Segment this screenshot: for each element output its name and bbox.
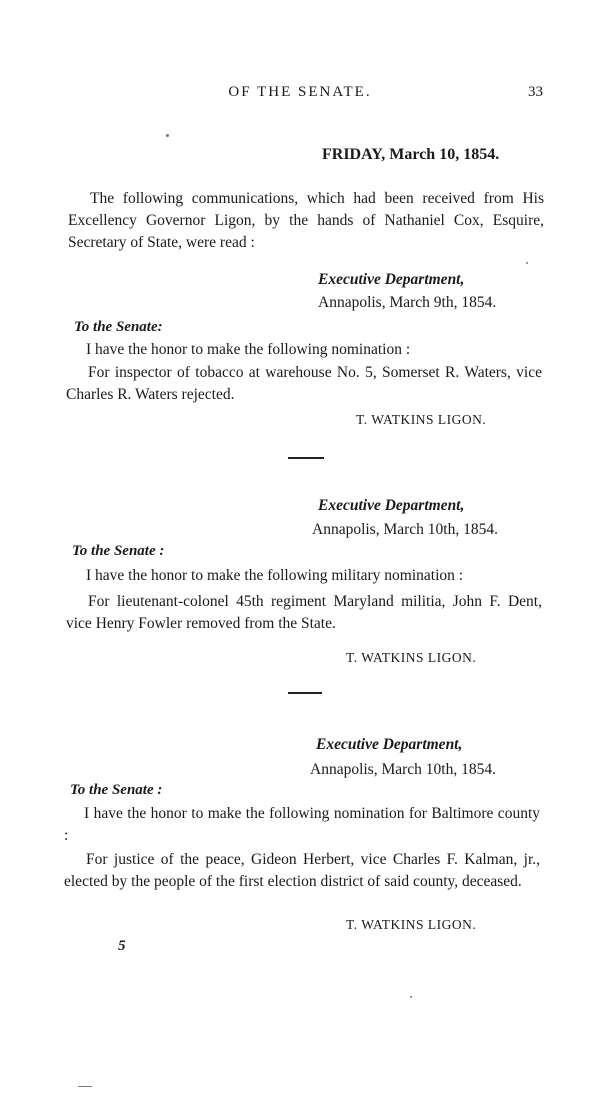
letter-3-place-date: Annapolis, March 10th, 1854. xyxy=(310,761,496,778)
letter-1-salutation: To the Senate: xyxy=(74,319,163,335)
scan-speck xyxy=(410,996,412,998)
running-header: OF THE SENATE. xyxy=(228,84,372,100)
letter-1-body-1: I have the honor to make the following nomination : xyxy=(86,341,411,358)
letter-3-department: Executive Department, xyxy=(316,736,463,753)
date-line: FRIDAY, March 10, 1854. xyxy=(322,146,500,163)
scan-speck xyxy=(78,1086,92,1087)
letter-2-signature: T. WATKINS LIGON. xyxy=(346,650,477,665)
intro-paragraph: The following communications, which had been received from His Excellency Governor Ligon, by the hands of Nathaniel Cox, Esquire, Secretary of State, were read : xyxy=(68,190,544,251)
letter-3-body-1: I have the honor to make the following nomination for Baltimore county : xyxy=(64,805,540,844)
letter-2-salutation: To the Senate : xyxy=(72,543,165,559)
letter-2-place-date: Annapolis, March 10th, 1854. xyxy=(312,521,498,538)
scan-speck xyxy=(526,262,528,264)
letter-1-signature: T. WATKINS LIGON. xyxy=(356,412,487,427)
letter-1-body-2: For inspector of tobacco at warehouse No. 5, Somerset R. Waters, vice Charles R. Waters rejected. xyxy=(66,364,542,403)
letter-2-department: Executive Department, xyxy=(318,497,465,514)
letter-3-signature: T. WATKINS LIGON. xyxy=(346,917,477,932)
page-number: 33 xyxy=(528,84,543,100)
scan-speck xyxy=(166,134,169,137)
signature-mark: 5 xyxy=(118,938,126,954)
letter-3-body-2: For justice of the peace, Gideon Herbert, vice Charles F. Kalman, jr., elected by the people of the first election district of said county, deceased. xyxy=(64,851,540,890)
section-divider xyxy=(288,457,324,459)
section-divider xyxy=(288,692,322,694)
letter-2-body-1: I have the honor to make the following military nomination : xyxy=(86,567,464,584)
letter-3-salutation: To the Senate : xyxy=(70,782,163,798)
letter-1-department: Executive Department, xyxy=(318,271,465,288)
letter-1-place-date: Annapolis, March 9th, 1854. xyxy=(318,294,497,311)
letter-2-body-2: For lieutenant-colonel 45th regiment Maryland militia, John F. Dent, vice Henry Fowler removed from the State. xyxy=(66,593,542,632)
